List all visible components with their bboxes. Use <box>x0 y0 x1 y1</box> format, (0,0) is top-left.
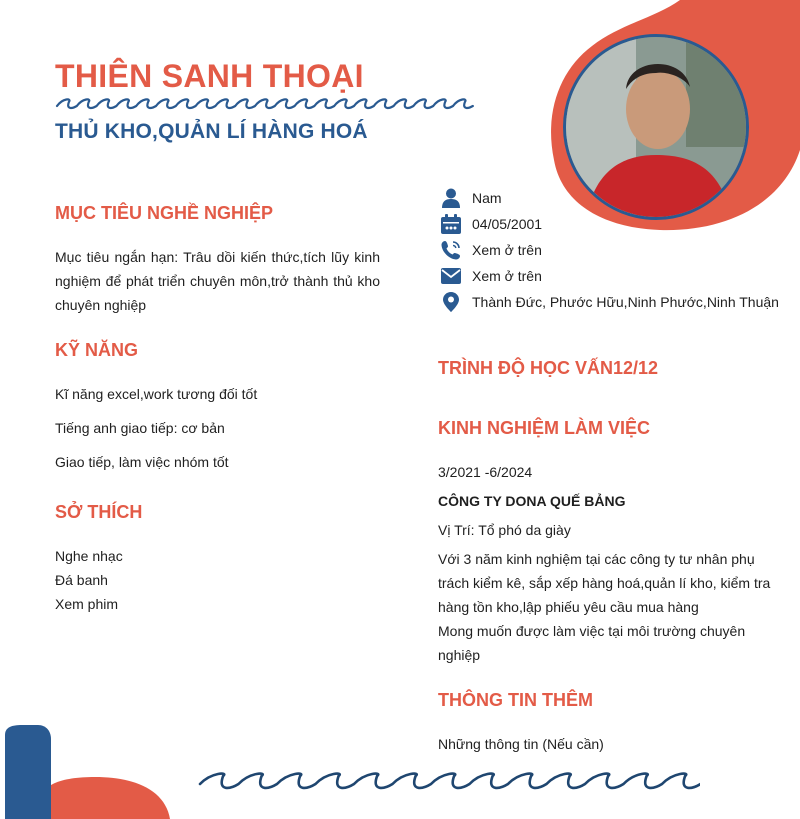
hobby-item: Đá banh <box>55 572 108 588</box>
skill-item: Kĩ năng excel,work tương đối tốt <box>55 386 258 402</box>
decorative-squiggle-bottom <box>195 770 700 800</box>
experience-wish: Mong muốn được làm việc tại môi trường chuyên nghiệp <box>438 623 746 663</box>
location-pin-icon <box>440 291 462 313</box>
objective-title: MỤC TIÊU NGHỀ NGHIỆP <box>55 203 274 223</box>
experience-role: Vị Trí: Tổ phó da giày <box>438 522 571 538</box>
contact-gender-value: Nam <box>472 190 502 206</box>
contact-phone-value: Xem ở trên <box>472 242 542 258</box>
extra-info-title: THÔNG TIN THÊM <box>438 690 593 710</box>
person-icon <box>440 187 462 209</box>
contact-birthdate <box>440 211 542 237</box>
calendar-icon <box>440 213 462 235</box>
contact-email-value: Xem ở trên <box>472 268 542 284</box>
objective-text: Mục tiêu ngắn hạn: Trâu dồi kiến thức,tích lũy kinh nghiệm để phát triển chuyên môn,trở thành thủ kho chuyên nghiệp <box>55 249 380 313</box>
decorative-squiggle-under-name <box>55 94 475 114</box>
phone-icon <box>440 239 462 261</box>
decorative-blob-bottom <box>0 715 200 819</box>
contact-address-value: Thành Đức, Phước Hữu,Ninh Phước,Ninh Thuận <box>472 294 779 310</box>
avatar-photo <box>566 37 746 217</box>
candidate-name: THIÊN SANH THOẠI <box>55 58 364 94</box>
experience-description: Với 3 năm kinh nghiệm tại các công ty tư nhân phụ trách kiểm kê, sắp xếp hàng hoá,quản lí kho, kiểm tra hàng tồn kho,lập phiếu yêu cầu mua hàng <box>438 551 771 615</box>
experience-company: CÔNG TY DONA QUẾ BẢNG <box>438 493 626 509</box>
skill-item: Giao tiếp, làm việc nhóm tốt <box>55 454 229 470</box>
hobby-item: Xem phim <box>55 596 119 612</box>
experience-period: 3/2021 -6/2024 <box>438 464 533 480</box>
job-position: THỦ KHO,QUẢN LÍ HÀNG HOÁ <box>55 120 368 143</box>
contact-address <box>440 289 779 315</box>
experience-title: KINH NGHIỆM LÀM VIỆC <box>438 418 651 438</box>
contact-phone <box>440 237 542 263</box>
extra-info-text: Những thông tin (Nếu cần) <box>438 736 604 752</box>
contact-email <box>440 263 542 289</box>
education-title: TRÌNH ĐỘ HỌC VẤN12/12 <box>438 358 659 378</box>
envelope-icon <box>440 265 462 287</box>
contact-gender <box>440 185 502 211</box>
skills-title: KỸ NĂNG <box>55 340 139 360</box>
skill-item: Tiếng anh giao tiếp: cơ bản <box>55 420 225 436</box>
contact-birthdate-value: 04/05/2001 <box>472 216 543 232</box>
hobby-item: Nghe nhạc <box>55 548 123 564</box>
avatar <box>563 34 749 220</box>
hobbies-title: SỞ THÍCH <box>55 502 143 522</box>
